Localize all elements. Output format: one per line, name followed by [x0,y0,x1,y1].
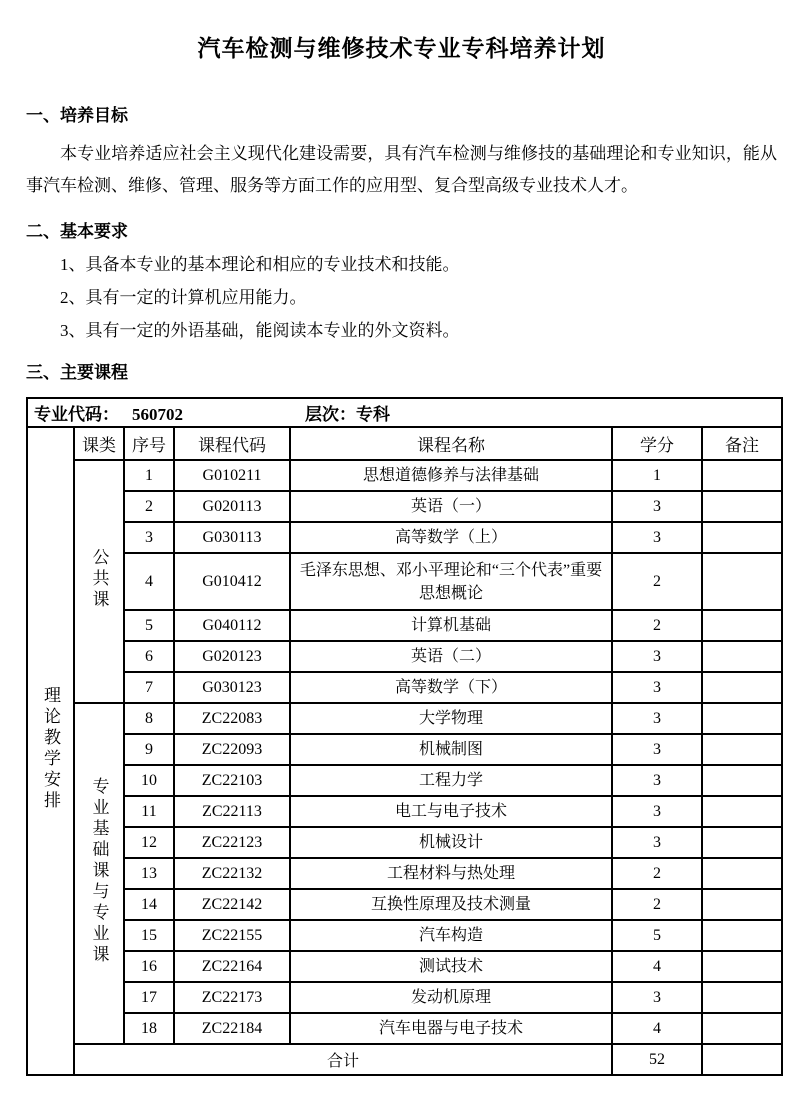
course-credits: 3 [612,672,702,703]
course-remarks [702,982,782,1013]
course-seq: 6 [124,641,174,672]
course-credits: 1 [612,460,702,491]
course-code: ZC22142 [174,889,290,920]
header-course-name: 课程名称 [290,427,612,460]
course-code: ZC22164 [174,951,290,982]
meta-cell [27,398,782,427]
course-code: ZC22132 [174,858,290,889]
course-remarks [702,889,782,920]
course-credits: 3 [612,765,702,796]
course-credits: 3 [612,522,702,553]
course-credits: 3 [612,641,702,672]
course-name: 英语（一） [290,491,612,522]
course-seq: 10 [124,765,174,796]
course-remarks [702,460,782,491]
course-code: G010412 [174,553,290,610]
course-code: ZC22093 [174,734,290,765]
course-seq: 11 [124,796,174,827]
course-name: 工程力学 [290,765,612,796]
major-code-value: 560702 [132,405,183,424]
course-seq: 4 [124,553,174,610]
course-seq: 12 [124,827,174,858]
course-credits: 3 [612,703,702,734]
course-name: 互换性原理及技术测量 [290,889,612,920]
course-code: ZC22184 [174,1013,290,1044]
page-title: 汽车检测与维修技术专业专科培养计划 [197,36,606,61]
course-code: ZC22113 [174,796,290,827]
course-name: 毛泽东思想、邓小平理论和“三个代表”重要思想概论 [290,553,612,610]
course-credits: 3 [612,982,702,1013]
theory-schedule-cell [27,427,74,1075]
course-credits: 4 [612,951,702,982]
level-value: 专科 [356,405,390,424]
course-code: ZC22123 [174,827,290,858]
course-credits: 2 [612,889,702,920]
course-credits: 3 [612,734,702,765]
course-code: G030113 [174,522,290,553]
course-code: G020113 [174,491,290,522]
course-seq: 16 [124,951,174,982]
course-seq: 8 [124,703,174,734]
course-name: 高等数学（上） [290,522,612,553]
course-name: 机械制图 [290,734,612,765]
group-public-courses-label: 公共课 [89,547,109,611]
course-row [27,796,782,827]
table-meta-row [27,398,782,427]
course-seq: 2 [124,491,174,522]
course-remarks [702,672,782,703]
group-major-courses-label: 专业基础课与专业课 [89,776,109,966]
course-row [27,460,782,491]
course-row [27,1013,782,1044]
course-seq: 13 [124,858,174,889]
course-row [27,491,782,522]
course-code: G020123 [174,641,290,672]
total-label: 合计 [74,1044,612,1075]
course-row [27,827,782,858]
course-seq: 5 [124,610,174,641]
course-credits: 3 [612,491,702,522]
course-remarks [702,610,782,641]
course-name: 高等数学（下） [290,672,612,703]
course-seq: 1 [124,460,174,491]
course-credits: 5 [612,920,702,951]
total-remarks [702,1044,782,1075]
course-name: 汽车构造 [290,920,612,951]
header-category: 课类 [74,427,124,460]
course-name: 计算机基础 [290,610,612,641]
course-code: G040112 [174,610,290,641]
level-label: 层次： [305,405,356,424]
course-row [27,703,782,734]
course-seq: 14 [124,889,174,920]
course-code: ZC22103 [174,765,290,796]
course-code: ZC22173 [174,982,290,1013]
course-name: 机械设计 [290,827,612,858]
requirement-item-1: 1、具备本专业的基本理论和相应的专业技术和技能。 [60,255,460,274]
course-remarks [702,827,782,858]
header-credits: 学分 [612,427,702,460]
course-remarks [702,796,782,827]
course-seq: 3 [124,522,174,553]
course-row [27,951,782,982]
theory-schedule-label: 理论教学安排 [41,685,60,812]
group-major-courses-cell [74,703,124,1044]
course-row [27,765,782,796]
section-heading-courses: 三、主要课程 [26,363,128,382]
total-credits: 52 [612,1044,702,1075]
document-page [0,30,800,1096]
total-row [27,1044,782,1075]
course-remarks [702,522,782,553]
course-seq: 7 [124,672,174,703]
course-name: 发动机原理 [290,982,612,1013]
course-name: 思想道德修养与法律基础 [290,460,612,491]
group-public-courses-cell [74,460,124,703]
course-credits: 3 [612,796,702,827]
course-seq: 15 [124,920,174,951]
requirement-item-3: 3、具有一定的外语基础，能阅读本专业的外文资料。 [60,321,460,340]
course-row [27,982,782,1013]
course-credits: 3 [612,827,702,858]
course-name: 英语（二） [290,641,612,672]
course-row [27,889,782,920]
course-remarks [702,641,782,672]
course-credits: 2 [612,858,702,889]
course-remarks [702,858,782,889]
course-row [27,522,782,553]
course-name: 电工与电子技术 [290,796,612,827]
section-heading-requirements: 二、基本要求 [26,222,128,241]
course-seq: 18 [124,1013,174,1044]
course-remarks [702,491,782,522]
course-seq: 9 [124,734,174,765]
course-credits: 4 [612,1013,702,1044]
course-remarks [702,703,782,734]
objectives-paragraph: 本专业培养适应社会主义现代化建设需要，具有汽车检测与维修技的基础理论和专业知识，能从事汽车检测、维修、管理、服务等方面工作的应用型、复合型高级专业技术人才。 [26,144,777,195]
major-code-label: 专业代码： [34,405,119,424]
course-row [27,734,782,765]
course-row [27,641,782,672]
course-remarks [702,1013,782,1044]
course-name: 大学物理 [290,703,612,734]
section-heading-objectives: 一、培养目标 [26,106,128,125]
course-name: 汽车电器与电子技术 [290,1013,612,1044]
course-seq: 17 [124,982,174,1013]
header-course-code: 课程代码 [174,427,290,460]
course-row [27,672,782,703]
course-code: G010211 [174,460,290,491]
header-seq: 序号 [124,427,174,460]
course-code: ZC22083 [174,703,290,734]
course-row [27,610,782,641]
course-row [27,553,782,610]
table-header-row [27,427,782,460]
course-row [27,858,782,889]
requirement-item-2: 2、具有一定的计算机应用能力。 [60,288,307,307]
course-remarks [702,951,782,982]
course-code: ZC22155 [174,920,290,951]
course-row [27,920,782,951]
course-table [26,397,783,1076]
course-credits: 2 [612,553,702,610]
course-remarks [702,765,782,796]
course-remarks [702,734,782,765]
course-remarks [702,920,782,951]
course-name: 工程材料与热处理 [290,858,612,889]
course-remarks [702,553,782,610]
course-credits: 2 [612,610,702,641]
header-remarks: 备注 [702,427,782,460]
course-name: 测试技术 [290,951,612,982]
course-code: G030123 [174,672,290,703]
